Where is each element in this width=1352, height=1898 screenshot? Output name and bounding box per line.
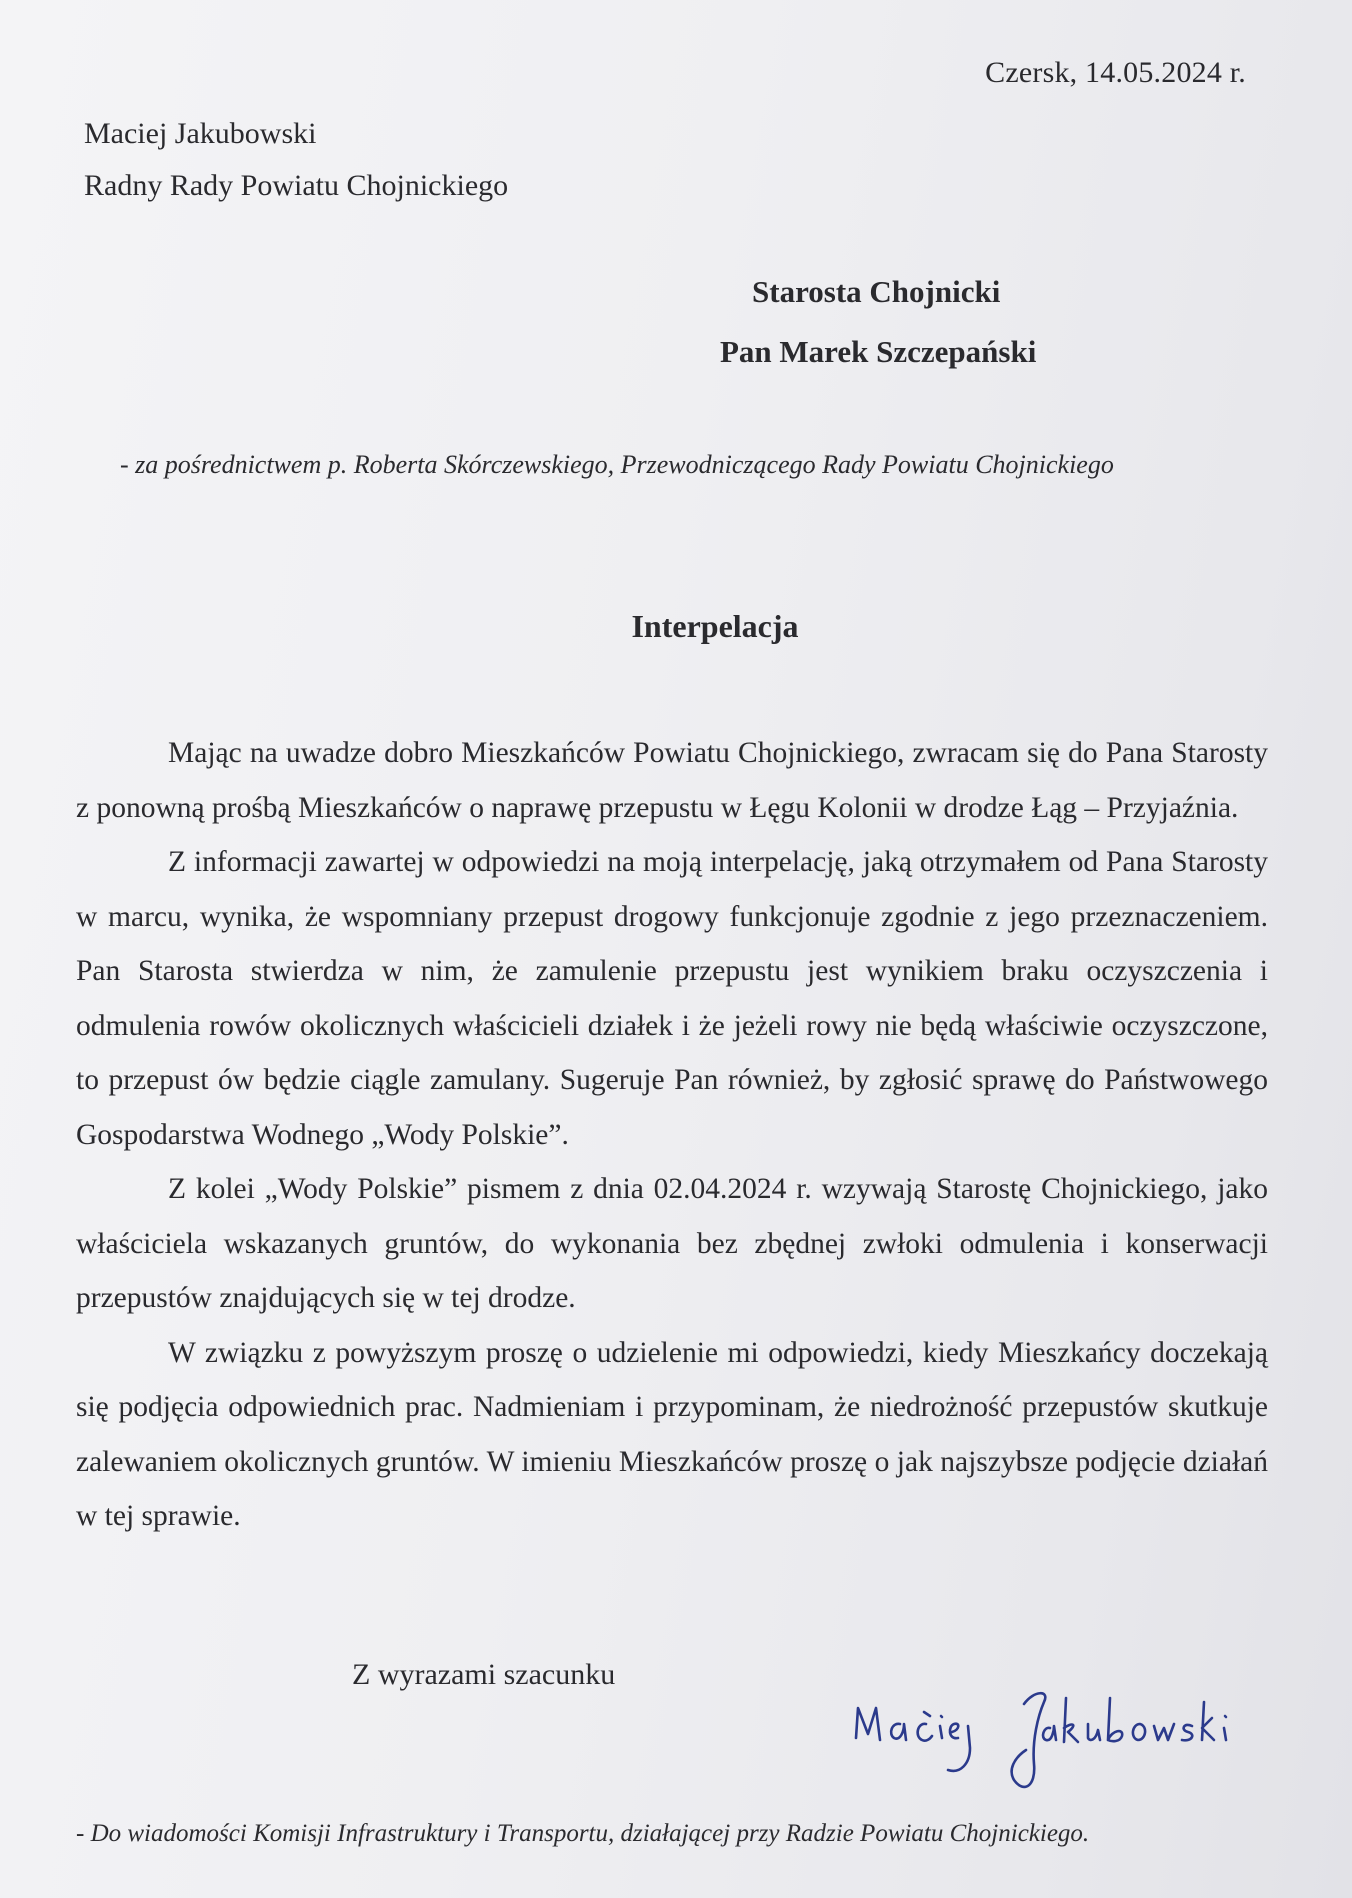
- sender-block: [84, 108, 508, 212]
- letter-date: Czersk, 14.05.2024 r.: [985, 56, 1246, 89]
- body-paragraph: W związku z powyższym proszę o udzielenie mi odpowiedzi, kiedy Mieszkańcy doczekają się podjęcia odpowiednich prac. Nadmieniam i przypominam, że niedrożność przepustów skutkuje zalewaniem okolicznych gruntów. W imieniu Mieszkańców proszę o jak najszybsze podjęcie działań w tej sprawie.: [76, 1336, 1268, 1532]
- body-paragraph: Mając na uwadze dobro Mieszkańców Powiatu Chojnickiego, zwracam się do Pana Starosty z ponowną prośbą Mieszkańców o naprawę przepustu w Łęgu Kolonii w drodze Łąg – Przyjaźnia.: [76, 737, 1268, 824]
- document-title: Interpelacja: [631, 608, 799, 644]
- addressee-name: Pan Marek Szczepański: [720, 334, 1037, 369]
- via-line: - za pośrednictwem p. Roberta Skórczewskiego, Przewodniczącego Rady Powiatu Chojnickiego: [120, 450, 1114, 479]
- handwritten-signature: [848, 1668, 1248, 1808]
- closing-phrase: Z wyrazami szacunku: [352, 1658, 616, 1691]
- sender-name: Maciej Jakubowski: [84, 117, 317, 150]
- body-paragraph: Z informacji zawartej w odpowiedzi na moją interpelację, jaką otrzymałem od Pana Starosty w marcu, wynika, że wspomniany przepust drogowy funkcjonuje zgodnie z jego przeznaczeniem. Pan Starosta stwierdza w nim, że zamulenie przepustu jest wynikiem braku oczyszczenia i odmulenia rowów okolicznych właścicieli działek i że jeżeli rowy nie będą właściwie oczyszczone, to przepust ów będzie ciągle zamulany. Sugeruje Pan również, by zgłosić sprawę do Państwowego Gospodarstwa Wodnego „Wody Polskie”.: [76, 846, 1268, 1151]
- cc-note: - Do wiadomości Komisji Infrastruktury i Transportu, działającej przy Radzie Powiatu Chojnickiego.: [76, 1820, 1090, 1847]
- addressee-title: Starosta Chojnicki: [752, 274, 1001, 309]
- sender-role: Radny Rady Powiatu Chojnickiego: [84, 169, 509, 202]
- body-paragraph: Z kolei „Wody Polskie” pismem z dnia 02.04.2024 r. wzywają Starostę Chojnickiego, jako właściciela wskazanych gruntów, do wykonania bez zbędnej zwłoki odmulenia i konserwacji przepustów znajdujących się w tej drodze.: [76, 1173, 1268, 1314]
- letter-body: [76, 726, 1268, 1544]
- addressee-block: [0, 262, 1352, 382]
